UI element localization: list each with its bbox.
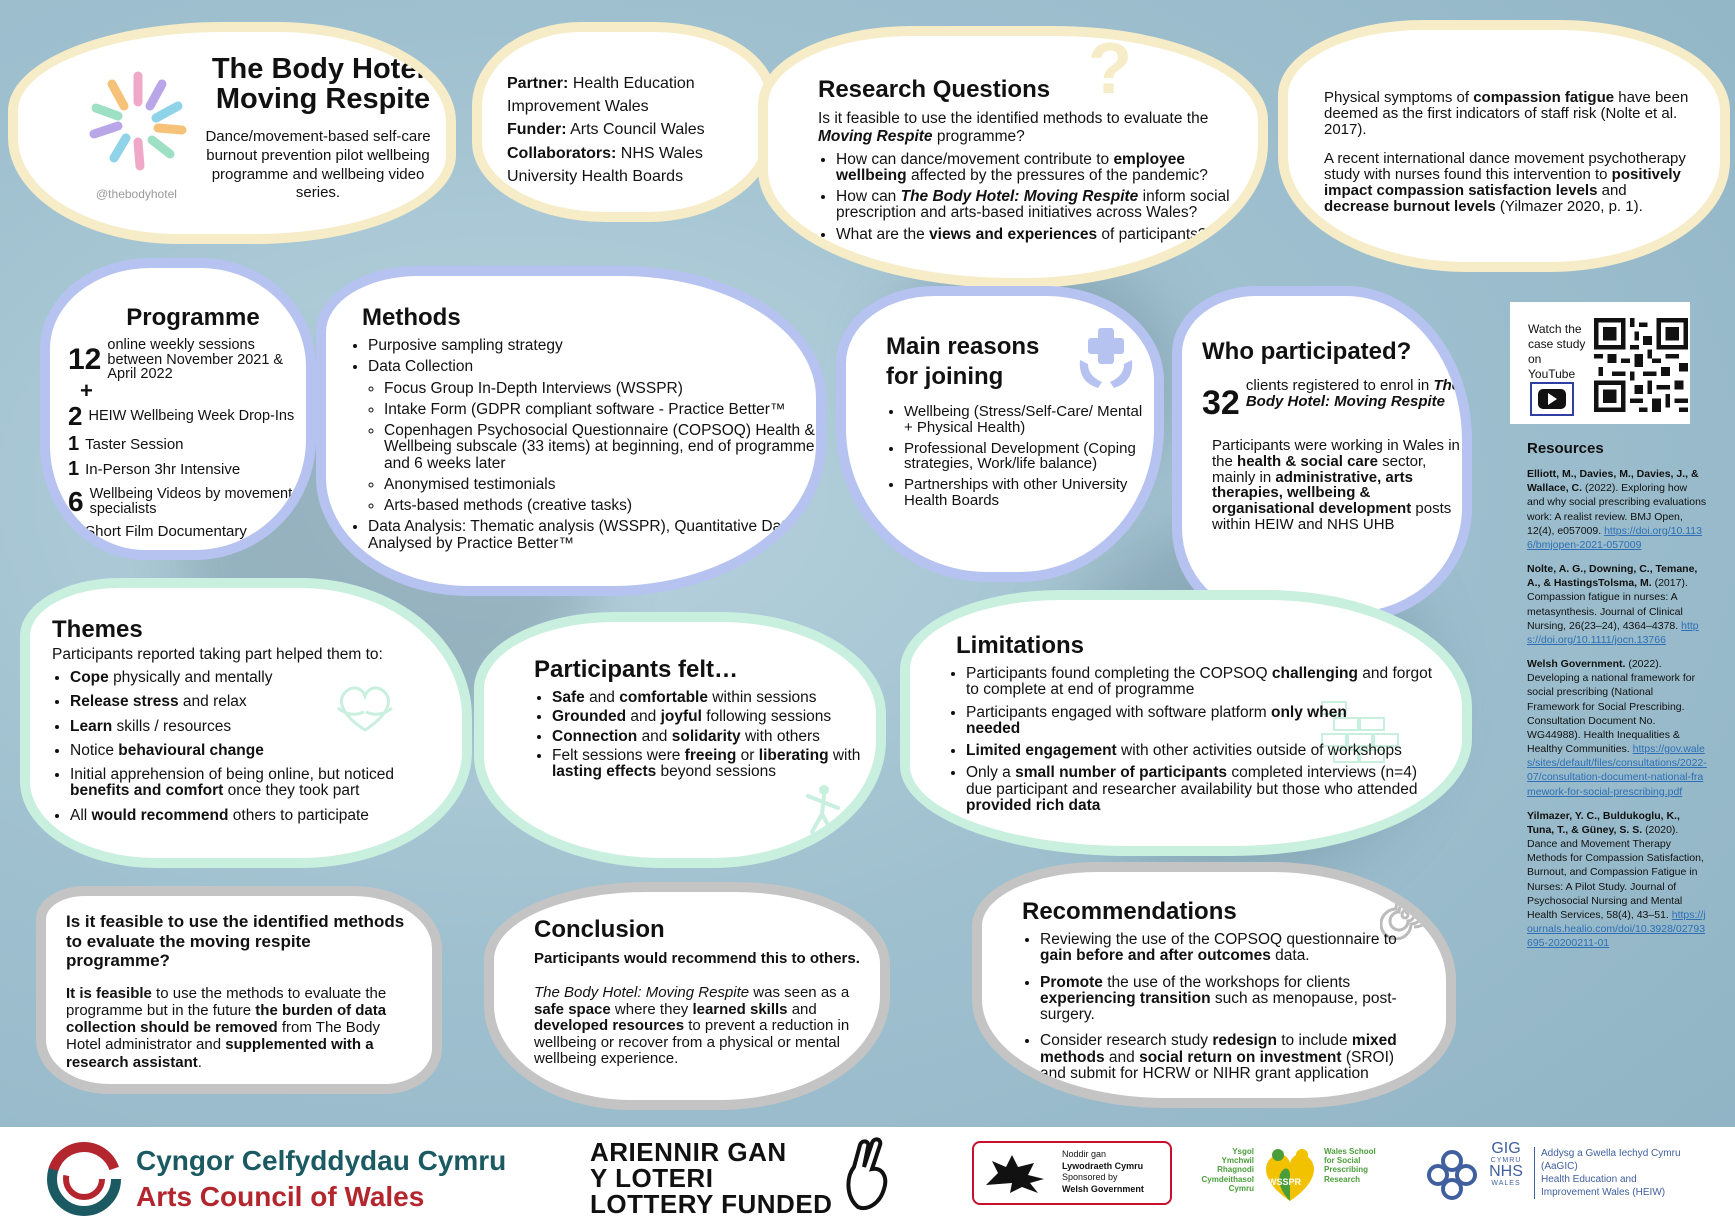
list-item: • Learn skills / resources xyxy=(70,719,452,735)
lottery-funded-text xyxy=(590,1139,832,1217)
logo-icon xyxy=(78,62,198,182)
reference-item: Yilmazer, Y. C., Buldukoglu, K., Tuna, T., & Güney, S. S. (2020). Dance and Movement Therapy Methods for Compassion Satisfaction, Burnout, and Compassion Fatigue in Nurses: A Pilot Study. Journal of Psychosocial Nursing and Mental Health Services, 58(4), 43–51. https://journals.healio.com/doi/10.3928/02793695-20200211-01 xyxy=(1527,809,1706,950)
welsh-government-text: Noddir gan Lywodraeth Cymru Sponsored by Welsh Government xyxy=(1062,1149,1144,1195)
methods-list xyxy=(350,338,820,552)
feasibility-question: Is it feasible to use the identified methods to evaluate the moving respite programme? xyxy=(66,912,405,971)
list-item: • What are the views and experiences of participants? xyxy=(836,227,1248,243)
list-item: • How can The Body Hotel: Moving Respite inform social prescription and arts-based initiatives across Wales? xyxy=(836,189,1248,222)
feasibility-card xyxy=(36,886,442,1094)
list-item: • Participants found completing the COPSOQ challenging and forgot to complete at end of programme xyxy=(966,666,1438,699)
themes-intro: Participants reported taking part helped them to: xyxy=(52,646,383,663)
list-item: • Wellbeing (Stress/Self-Care/ Mental + Physical Health) xyxy=(904,404,1146,436)
lottery-line: LOTTERY FUNDED xyxy=(590,1189,833,1219)
conclusion-title: Conclusion xyxy=(534,916,665,943)
reference-link[interactable]: https://doi.org/10.1111/jocn.13766 xyxy=(1527,619,1699,646)
limitations-title: Limitations xyxy=(956,632,1085,659)
list-item: • Partnerships with other University Health Boards xyxy=(904,477,1146,509)
methods-content xyxy=(350,304,820,557)
reference-link[interactable]: https://doi.org/10.1136/bmjopen-2021-057009 xyxy=(1527,524,1702,551)
programme-item: 1 Taster Session xyxy=(68,433,184,456)
text: Is it feasible to use the identified methods to evaluate the xyxy=(818,110,1209,127)
reasons-list xyxy=(886,404,1146,509)
list-item: • How can dance/movement contribute to employee wellbeing affected by the pressures of the pandemic? xyxy=(836,152,1248,185)
participants-content xyxy=(1202,338,1462,533)
list-item: • All would recommend others to participate xyxy=(70,808,452,824)
programme-item: 2 HEIW Wellbeing Week Drop-Ins xyxy=(68,401,295,432)
funder-label: Funder: xyxy=(507,121,567,139)
programme-item: 12 online weekly sessions between November 2021 & April 2022 xyxy=(68,337,284,382)
paragraph: Physical symptoms of compassion fatigue have been deemed as the first indicators of staff risk (Nolte et al. 2017). xyxy=(1324,89,1689,138)
dancer-icon xyxy=(794,782,864,842)
list-item: • Reviewing the use of the COPSOQ questionnaire to gain before and after outcomes data. xyxy=(1040,932,1402,965)
themes-list xyxy=(52,670,452,824)
wsspr-logo xyxy=(1200,1141,1380,1215)
list-item: • Purposive sampling strategy xyxy=(368,338,820,354)
list-item: ◦ Intake Form (GDPR compliant software - Practice Better™ xyxy=(384,402,820,418)
resources-panel xyxy=(1527,440,1707,961)
conclusion-lead: Participants would recommend this to others. xyxy=(534,950,860,967)
reasons-content xyxy=(886,332,1146,514)
reference-link[interactable]: https://gov.wales/sites/default/files/consultations/2022-07/consultation-document-national-framework-for-social-prescribing.pdf xyxy=(1527,743,1707,798)
footer-logos xyxy=(0,1127,1735,1229)
list-item: • Data Collection ◦ Focus Group In-Depth Interviews (WSSPR) ◦ Intake Form (GDPR compliant software - Practice Better™ ◦ Copenhagen Psychosocial Questionnaire (COPSOQ) Health & Wellbeing subscale (33 items) at beginning, end of programme and 6 weeks later ◦ Anonymised testimonials ◦ Arts-based methods (creative tasks) xyxy=(368,359,820,514)
welsh-government-logo xyxy=(972,1141,1172,1205)
conclusion-card xyxy=(484,882,890,1110)
list-item: ◦ Arts-based methods (creative tasks) xyxy=(384,498,820,514)
arts-council-welsh-name: Cyngor Celfyddydau Cymru xyxy=(136,1145,507,1176)
list-item: • Promote the use of the workshops for clients experiencing transition such as menopause, post-surgery. xyxy=(1040,975,1402,1024)
partner-value: Health Education Improvement Wales xyxy=(507,75,695,116)
funder-value: Arts Council Wales xyxy=(570,121,705,139)
title-line: The Body Hotel: xyxy=(211,53,435,85)
list-item: • Felt sessions were freeing or liberating with lasting effects beyond sessions xyxy=(552,748,874,781)
handle: @thebodyhotel xyxy=(96,187,177,201)
crossed-fingers-icon xyxy=(838,1137,898,1217)
felt-title: Participants felt… xyxy=(534,656,739,683)
qr-code-icon[interactable] xyxy=(1594,318,1688,412)
partners-text xyxy=(507,72,767,188)
participants-title: Who participated? xyxy=(1202,338,1412,365)
qr-label: Watch the case study on YouTube xyxy=(1528,322,1586,381)
felt-list xyxy=(534,690,874,780)
feasibility-answer: It is feasible to use the methods to evaluate the programme but in the future the burden of data collection should be removed from The Body Hotel administrator and supplemented with a research assistant. xyxy=(66,984,387,1071)
paragraph: A recent international dance movement psychotherapy study with nurses found this intervention to positively impact compassion satisfaction levels and decrease burnout levels (Yilmazer 2020, p. 1). xyxy=(1324,150,1686,215)
list-item: • Limited engagement with other activities outside of workshops xyxy=(966,743,1438,759)
recommendations-title: Recommendations xyxy=(1022,898,1237,925)
reasons-card xyxy=(836,286,1164,582)
wsspr-heart-icon xyxy=(1258,1145,1322,1205)
recommendations-content xyxy=(1022,898,1402,1087)
lottery-line: ARIENNIR GAN xyxy=(590,1137,787,1167)
list-item: • Notice behavioural change xyxy=(70,743,452,759)
plus-sign: + xyxy=(80,377,93,403)
participant-count: 32 clients registered to enrol in The Body Hotel: Moving Respite xyxy=(1202,377,1461,422)
participants-card xyxy=(1172,286,1472,622)
nhs-wales-logo: GIG CYMRU NHS WALES xyxy=(1489,1140,1523,1187)
limitations-content xyxy=(948,632,1438,819)
text: Moving Respite xyxy=(818,127,933,145)
header-card xyxy=(8,22,456,244)
themes-card xyxy=(20,578,472,868)
list-item: • Safe and comfortable within sessions xyxy=(552,690,874,706)
arts-council-logo-icon xyxy=(44,1139,124,1219)
reasons-title: Main reasons for joining xyxy=(886,333,1040,390)
partners-card xyxy=(472,22,776,222)
programme-item: 1 Short Film Documentary xyxy=(68,520,247,543)
list-item: • Only a small number of participants completed interviews (n=4) due participant and researcher availability but those who attended provided rich data xyxy=(966,765,1438,814)
recommendations-list xyxy=(1022,932,1402,1082)
recommendations-card xyxy=(972,862,1456,1108)
background-text xyxy=(1324,90,1694,214)
reference-item: Elliott, M., Davies, M., Davies, J., & Wallace, C. (2022). Exploring how and why social prescribing evaluations work: A realist review. BMJ Open, 12(4), e057009. https://doi.org/10.1136/bmjopen-2021-057009 xyxy=(1527,468,1707,551)
list-item: • Professional Development (Coping strategies, Work/life balance) xyxy=(904,441,1146,473)
lottery-line: Y LOTERI xyxy=(590,1163,714,1193)
themes-content xyxy=(52,616,452,829)
list-item: • Consider research study redesign to include mixed methods and social return on investment (SROI) and submit for HCRW or NIHR grant application xyxy=(1040,1033,1402,1082)
wsspr-english-name: Wales School for Social Prescribing Research xyxy=(1324,1147,1376,1184)
programme-title: Programme xyxy=(126,304,260,331)
participants-felt-card xyxy=(474,612,886,868)
list-item: ◦ Focus Group In-Depth Interviews (WSSPR) xyxy=(384,381,820,397)
research-title: Research Questions xyxy=(818,76,1051,103)
wsspr-welsh-name: Ysgol Ymchwil Rhagnodi Cymdeithasol Cymru xyxy=(1201,1147,1254,1193)
dragon-icon xyxy=(982,1149,1052,1197)
methods-title: Methods xyxy=(362,304,461,331)
list-item: • Participants engaged with software platform only when needed xyxy=(966,705,1366,738)
felt-content xyxy=(534,656,874,785)
programme-card xyxy=(40,258,316,560)
background-card xyxy=(1278,20,1730,272)
conclusion-content xyxy=(534,916,874,1068)
reference-item: Nolte, A. G., Downing, C., Temane, A., & HastingsTolsma, M. (2017). Compassion fatigue in nurses: A metasynthesis. Journal of Clinical Nursing, 26(23–24), 4364–4378. https://doi.org/10.1111/jocn.13766 xyxy=(1527,563,1699,646)
list-item: • Data Analysis: Thematic analysis (WSSPR), Quantitative Data Analysed by Practice Better™ xyxy=(368,519,820,552)
reference-item: Welsh Government. (2022). Developing a national framework for social prescribing (National Framework for Social Prescribing. Consultation Document No. WG44988). Health Inequalities & Healthy Communities. https://gov.wales/sites/default/files/consultations/2022-07/consultation-document-national-framework-for-social-prescribing.pdf xyxy=(1527,658,1707,798)
resources-title: Resources xyxy=(1527,440,1604,457)
qr-box[interactable] xyxy=(1510,302,1690,424)
title-line: Moving Respite xyxy=(215,83,431,116)
reference-link[interactable]: https://journals.healio.com/doi/10.3928/02793695-20200211-01 xyxy=(1527,908,1706,950)
research-question-list xyxy=(818,152,1248,243)
subtitle: Dance/movement-based self-care burnout prevention pilot wellbeing programme and wellbeing video series. xyxy=(205,128,431,202)
research-content xyxy=(818,76,1248,248)
list-item: • Connection and solidarity with others xyxy=(552,729,874,745)
page-title xyxy=(203,54,443,115)
programme-content xyxy=(68,304,298,543)
research-questions-card xyxy=(758,26,1268,288)
youtube-icon[interactable] xyxy=(1530,382,1574,416)
programme-item: 6 Wellbeing Videos by movement specialists xyxy=(68,485,293,517)
text: programme? xyxy=(936,127,1025,145)
feasibility-content xyxy=(66,912,416,1071)
methods-card xyxy=(316,266,826,596)
collaborators-label: Collaborators: xyxy=(507,144,617,162)
partner-label: Partner: xyxy=(507,75,569,92)
list-item: ◦ Copenhagen Psychosocial Questionnaire (COPSOQ) Health & Wellbeing subscale (33 items) at beginning, end of programme and 6 weeks later xyxy=(384,423,820,472)
participant-description: Participants were working in Wales in the health & social care sector, mainly in administrative, arts therapies, wellbeing & organisational development posts within HEIW and NHS UHB xyxy=(1212,437,1460,533)
question-mark-icon: ? xyxy=(1088,29,1132,109)
list-item: • Grounded and joyful following sessions xyxy=(552,709,874,725)
heiw-text: Addysg a Gwella Iechyd Cymru (AaGIC) Health Education and Improvement Wales (HEIW) xyxy=(1534,1147,1691,1199)
wsspr-abbreviation: WSSPR xyxy=(1268,1177,1302,1187)
arts-council-english-name: Arts Council of Wales xyxy=(136,1181,425,1212)
programme-item: 1 In-Person 3hr Intensive xyxy=(68,458,241,481)
themes-title: Themes xyxy=(52,616,143,643)
list-item: • Cope physically and mentally xyxy=(70,670,452,686)
list-item: ◦ Anonymised testimonials xyxy=(384,477,820,493)
conclusion-text: The Body Hotel: Moving Respite was seen as a safe space where they learned skills and developed resources to prevent a reduction in wellbeing or recover from a physical or mental wellbeing experience. xyxy=(534,984,850,1067)
collaborators-value: NHS Wales University Health Boards xyxy=(507,144,703,185)
list-item: • Release stress and relax xyxy=(70,694,452,710)
limitations-list xyxy=(948,666,1438,814)
heiw-knot-icon xyxy=(1424,1147,1480,1203)
limitations-card xyxy=(900,590,1472,856)
sub-list xyxy=(368,381,820,515)
research-intro xyxy=(818,110,1248,146)
list-item: • Initial apprehension of being online, but noticed benefits and comfort once they took part xyxy=(70,767,452,800)
